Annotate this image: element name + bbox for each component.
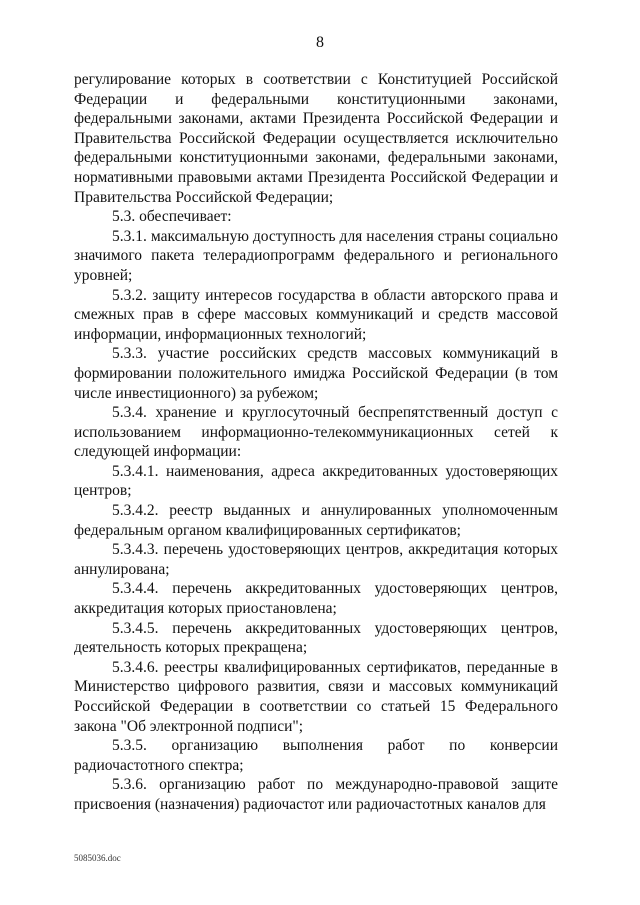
paragraph-5-3-3: 5.3.3. участие российских средств массовых коммуникаций в формировании положительного имиджа Российской Федерации (в том числе инвестиционного) за рубежом; [74, 345, 558, 402]
paragraph-5-3-4-3: 5.3.4.3. перечень удостоверяющих центров, аккредитация которых аннулирована; [74, 541, 558, 578]
paragraph-5-3-1: 5.3.1. максимальную доступность для населения страны социально значимого пакета телерадиопрограмм федерального и регионального уровней; [74, 227, 558, 284]
paragraph-5-3: 5.3. обеспечивает: [112, 208, 232, 226]
page-number: 8 [316, 34, 324, 51]
paragraph-5-3-5: 5.3.5. организацию выполнения работ по конверсии радиочастотного спектра; [74, 737, 558, 774]
paragraph-5-3-6: 5.3.6. организацию работ по международно-правовой защите присвоения (назначения) радиочастот или радиочастотных каналов для [74, 776, 558, 813]
paragraph-5-3-4-6: 5.3.4.6. реестры квалифицированных сертификатов, переданные в Министерство цифрового развития, связи и массовых коммуникаций Российской Федерации в соответствии со статьей 15 Федерального закона "Об электронной подписи"; [74, 658, 558, 735]
paragraph-5-3-4-4: 5.3.4.4. перечень аккредитованных удостоверяющих центров, аккредитация которых приостановлена; [74, 580, 558, 618]
paragraph-5-3-2: 5.3.2. защиту интересов государства в области авторского права и смежных прав в сфере массовых коммуникаций и средств массовой информации, информационных технологий; [74, 286, 558, 343]
paragraph-5-3-4-5: 5.3.4.5. перечень аккредитованных удостоверяющих центров, деятельность которых прекращена; [74, 619, 558, 657]
paragraph-5-3-4-2: 5.3.4.2. реестр выданных и аннулированных уполномоченным федеральным органом квалифицированных сертификатов; [74, 502, 558, 539]
document-body [74, 70, 558, 815]
paragraph-continuation: регулирование которых в соответствии с Конституцией Российской Федерации и федеральными конституционными законами, федеральными законами, актами Президента Российской Федерации и Правительства Российской Федерации осуществляется исключительно федеральными конституционными законами, федеральными законами, нормативными правовыми актами Президента Российской Федерации и Правительства Российской Федерации; [74, 71, 558, 206]
paragraph-5-3-4-1: 5.3.4.1. наименования, адреса аккредитованных удостоверяющих центров; [74, 462, 558, 500]
footer-filename: 5085036.doc [74, 853, 121, 863]
paragraph-5-3-4: 5.3.4. хранение и круглосуточный беспрепятственный доступ с использованием информационно-телекоммуникационных сетей к следующей информации: [74, 404, 558, 461]
